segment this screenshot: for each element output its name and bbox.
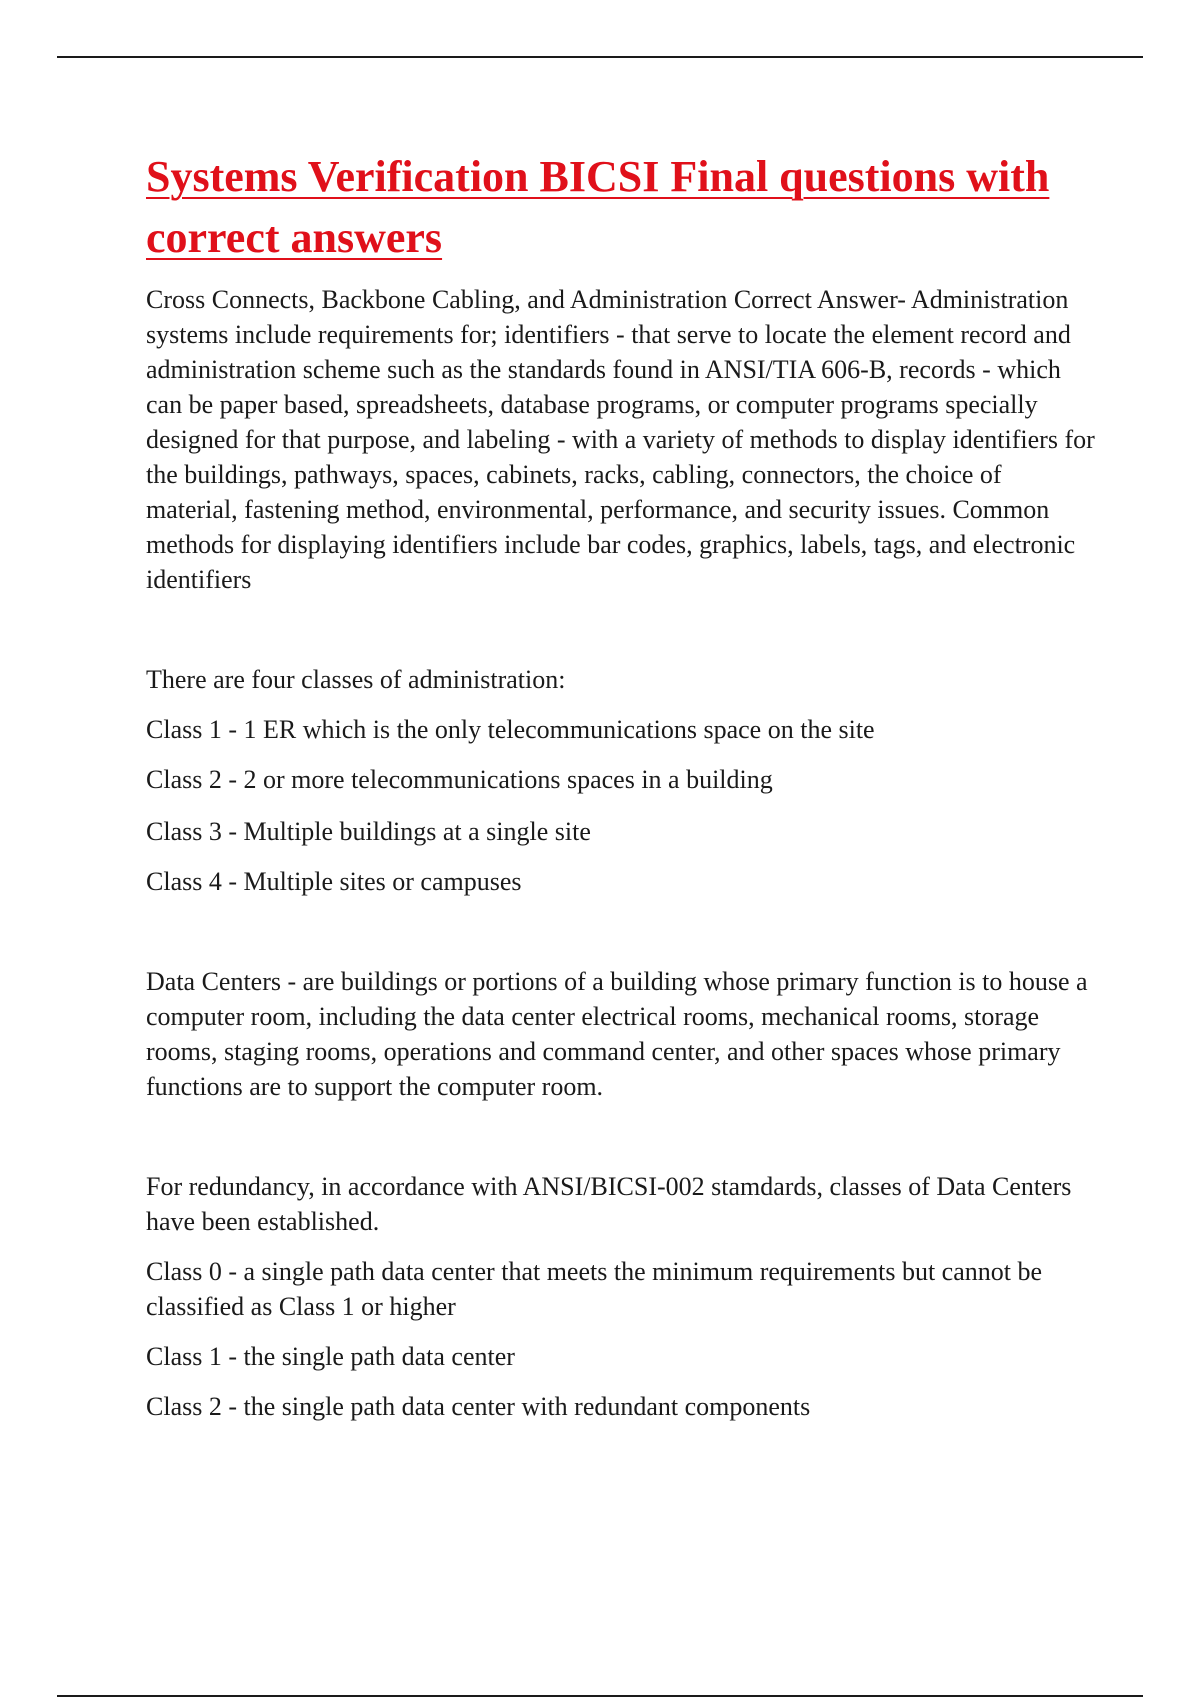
paragraph-data-centers: Data Centers - are buildings or portions of a building whose primary function is to house a computer room, including the data center electrical rooms, mechanical rooms, storage rooms, staging rooms, operations and command center, and other spaces whose primary functions are to support the computer room. bbox=[146, 967, 1088, 1101]
paragraph-admin-classes-intro: There are four classes of administration: bbox=[146, 665, 566, 694]
list-item-dc-class-0: Class 0 - a single path data center that meets the minimum requirements but cannot be classified as Class 1 or higher bbox=[146, 1257, 1043, 1321]
document-body bbox=[146, 146, 1096, 1424]
list-item-admin-class-3: Class 3 - Multiple buildings at a single site bbox=[146, 817, 591, 846]
list-item-dc-class-2: Class 2 - the single path data center with redundant components bbox=[146, 1392, 811, 1421]
list-item-admin-class-4: Class 4 - Multiple sites or campuses bbox=[146, 867, 522, 896]
paragraph-administration-answer: Cross Connects, Backbone Cabling, and Administration Correct Answer- Administration systems include requirements for; identifiers - that serve to locate the element record and administration scheme such as the standards found in ANSI/TIA 606-B, records - which can be paper based, spreadsheets, database programs, or computer programs specially designed for that purpose, and labeling - with a variety of methods to display identifiers for the buildings, pathways, spaces, cabinets, racks, cabling, connectors, the choice of material, fastening method, environmental, performance, and security issues. Common methods for displaying identifiers include bar codes, graphics, labels, tags, and electronic identifiers bbox=[146, 285, 1095, 594]
bottom-rule bbox=[57, 1695, 1143, 1697]
paragraph-redundancy-intro: For redundancy, in accordance with ANSI/BICSI-002 stamdards, classes of Data Centers have been established. bbox=[146, 1172, 1072, 1236]
list-item-admin-class-2: Class 2 - 2 or more telecommunications spaces in a building bbox=[146, 765, 773, 794]
top-rule bbox=[57, 56, 1143, 58]
list-item-dc-class-1: Class 1 - the single path data center bbox=[146, 1342, 515, 1371]
document-title: Systems Verification BICSI Final questions with correct answers bbox=[146, 152, 1050, 262]
list-item-admin-class-1: Class 1 - 1 ER which is the only telecommunications space on the site bbox=[146, 715, 875, 744]
